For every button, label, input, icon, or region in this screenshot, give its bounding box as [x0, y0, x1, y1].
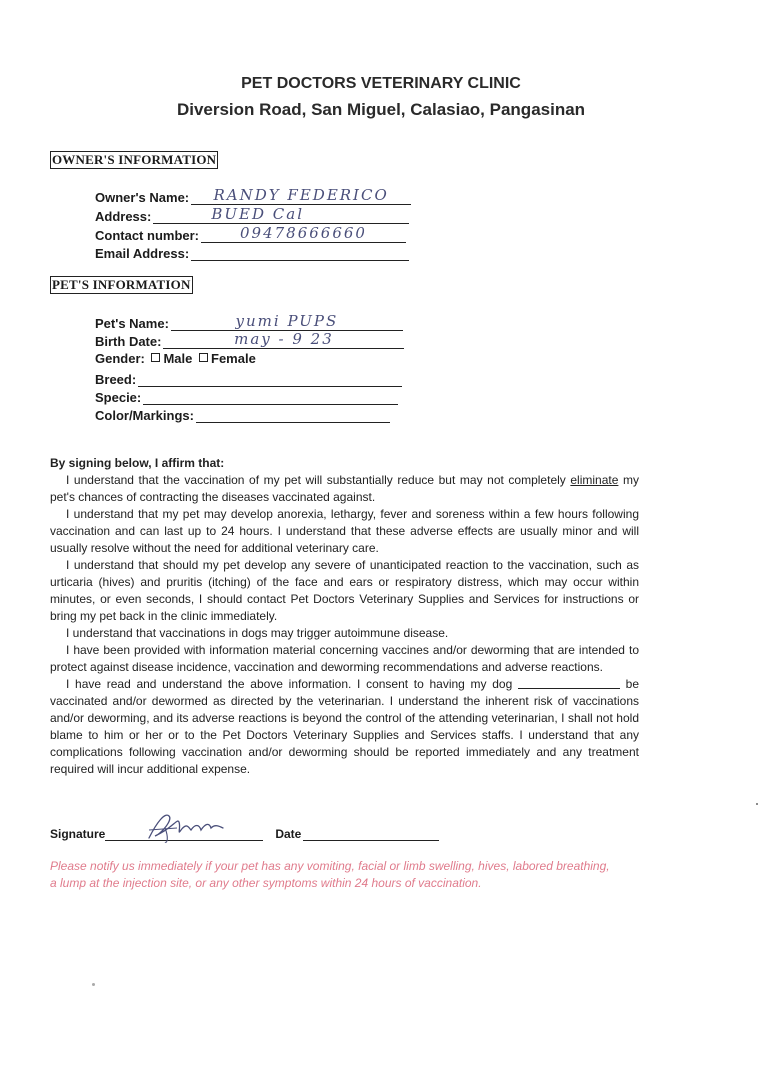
- female-checkbox[interactable]: [199, 353, 208, 362]
- clinic-name: PET DOCTORS VETERINARY CLINIC: [241, 75, 521, 92]
- signature-line[interactable]: [105, 826, 263, 841]
- birth-date-label: Birth Date:: [95, 334, 162, 349]
- pet-name-value: yumi PUPS: [235, 312, 339, 330]
- birth-date-line[interactable]: [163, 330, 404, 349]
- owner-name-label: Owner's Name:: [95, 190, 190, 205]
- specie-label: Specie:: [95, 390, 142, 405]
- birth-date-field[interactable]: [95, 331, 404, 349]
- address-field[interactable]: [95, 206, 409, 224]
- email-line[interactable]: [191, 245, 409, 261]
- email-label: Email Address:: [95, 246, 190, 261]
- consent-paragraph-5: I have been provided with information material concerning vaccines and/or deworming that are intended to protect against disease incidence, vaccination and deworming recommendations and adverse reactions.: [50, 643, 639, 674]
- date-label: Date: [275, 827, 302, 841]
- breed-line[interactable]: [138, 371, 402, 387]
- consent-paragraph-6: [50, 676, 639, 778]
- pet-name-field[interactable]: [95, 313, 403, 331]
- address-label: Address:: [95, 209, 152, 224]
- scan-speck: [756, 803, 758, 805]
- specie-field[interactable]: [95, 387, 398, 405]
- consent-intro: By signing below, I affirm that:: [50, 456, 225, 470]
- signature-label: Signature: [50, 827, 106, 841]
- consent-p6-text-a: I have read and understand the above information. I consent to having my dog: [66, 677, 518, 691]
- consent-p1-text-b: my pet's chances of contracting the diseases vaccinated against.: [50, 473, 639, 504]
- email-field[interactable]: [95, 243, 409, 261]
- address-value: BUED Cal: [211, 205, 304, 223]
- pet-name-line[interactable]: [171, 312, 403, 331]
- color-markings-label: Color/Markings:: [95, 408, 194, 423]
- signature-row: [50, 826, 439, 841]
- female-label: Female: [211, 351, 256, 366]
- owner-section-heading: OWNER'S INFORMATION: [52, 152, 217, 167]
- contact-value: 09478666660: [240, 224, 367, 242]
- handwritten-signature: [143, 808, 239, 844]
- consent-p1-text-a: I understand that the vaccination of my pet will substantially reduce but may not completely: [66, 473, 571, 487]
- gender-field: [95, 351, 256, 366]
- owner-name-field[interactable]: [95, 187, 411, 205]
- contact-label: Contact number:: [95, 228, 199, 243]
- male-checkbox[interactable]: [151, 353, 160, 362]
- consent-paragraph-2: I understand that my pet may develop anorexia, lethargy, fever and soreness within a few hours following vaccination and can last up to 24 hours. I understand that these adverse effects are usually minor and will usually resolve without the need for additional veterinary care.: [50, 507, 639, 555]
- contact-line[interactable]: [201, 224, 406, 243]
- address-line[interactable]: [153, 205, 409, 224]
- owner-name-line[interactable]: [191, 186, 411, 205]
- consent-text: [50, 455, 639, 778]
- clinic-address: Diversion Road, San Miguel, Calasiao, Pangasinan: [176, 100, 586, 119]
- post-vaccination-notice: Please notify us immediately if your pet has any vomiting, facial or limb swelling, hives, labored breathing, a lump at the injection site, or any other symptoms within 24 hours of vaccination.: [50, 859, 610, 890]
- consent-paragraph-1: [50, 472, 639, 506]
- consent-p1-underlined: eliminate: [570, 473, 619, 487]
- owner-name-value: RANDY FEDERICO: [213, 186, 389, 204]
- pet-name-label: Pet's Name:: [95, 316, 169, 331]
- specie-line[interactable]: [143, 389, 398, 405]
- color-markings-field[interactable]: [95, 405, 390, 423]
- breed-label: Breed:: [95, 372, 137, 387]
- consent-p6-text-b: be vaccinated and/or dewormed as directed by the veterinarian. I understand the inherent risk of vaccinations and/or deworming, and its adverse reactions is beyond the control of the attending veterinarian, I shall not hold blame to him or her or to the Pet Doctors Veterinary Supplies and Services staffs. I understand that any complications following vaccination and/or deworming should be reported immediately and any treatment required will incur additional expense.: [50, 677, 639, 776]
- contact-field[interactable]: [95, 225, 406, 243]
- birth-date-value: may - 9 23: [234, 330, 334, 348]
- gender-label: Gender:: [95, 351, 145, 366]
- consent-paragraph-3: I understand that should my pet develop any severe of unanticipated reaction to the vaccination, such as urticaria (hives) and pruritis (itching) of the face and ears or respiratory distress, which may occur within minutes, or even seconds, I should contact Pet Doctors Veterinary Supplies and Services for instructions or bring my pet back in the clinic immediately.: [50, 558, 639, 623]
- scan-speck: [92, 983, 95, 986]
- consent-paragraph-4: I understand that vaccinations in dogs may trigger autoimmune disease.: [66, 626, 449, 640]
- date-line[interactable]: [303, 826, 439, 841]
- color-markings-line[interactable]: [196, 407, 390, 423]
- dog-name-blank[interactable]: [518, 677, 620, 689]
- male-label: Male: [163, 351, 193, 366]
- breed-field[interactable]: [95, 369, 402, 387]
- pet-section-heading: PET'S INFORMATION: [52, 277, 191, 292]
